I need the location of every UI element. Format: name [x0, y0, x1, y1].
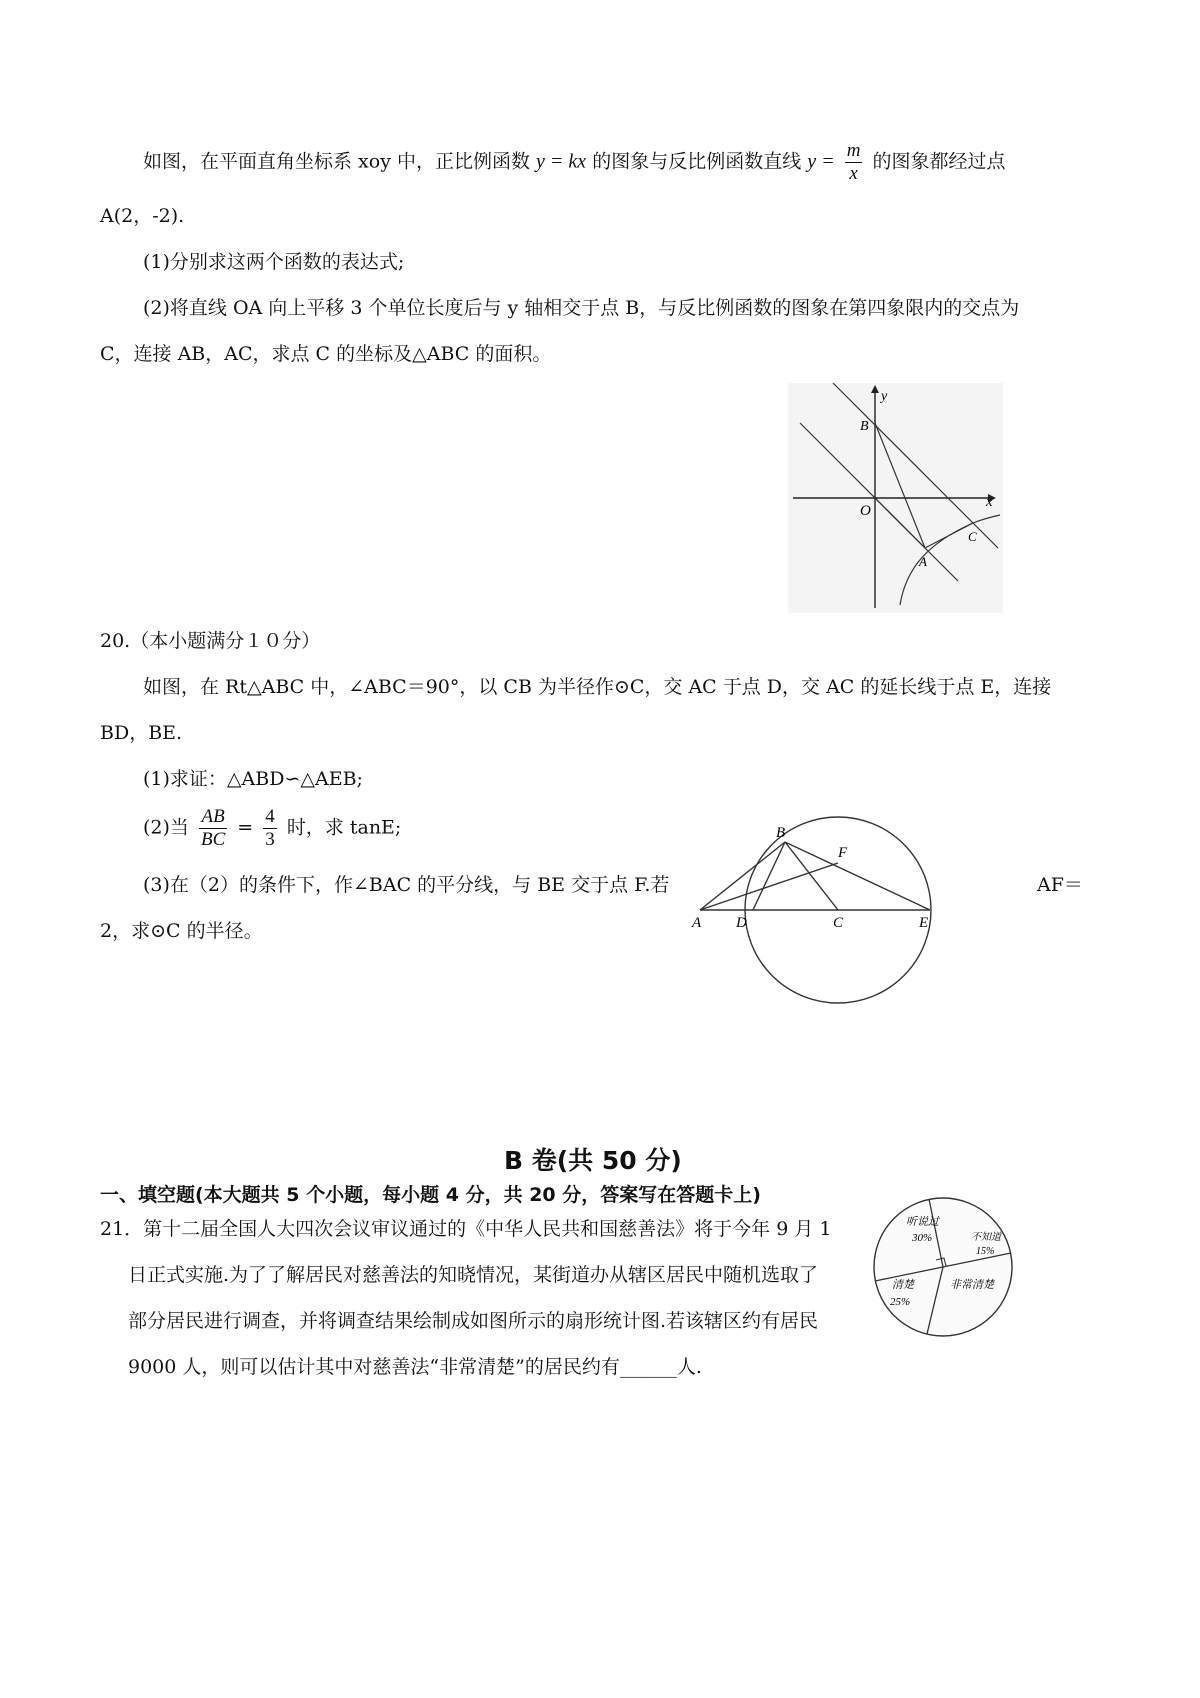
q20-part2: [143, 806, 401, 851]
q19-func1: y = kx: [536, 150, 587, 173]
segment-ab: [700, 842, 785, 910]
q20-ratio-num: AB: [199, 806, 227, 829]
q20-intro-line1: 如图，在 Rt△ABC 中，∠ABC＝90°，以 CB 为半径作⊙C，交 AC 于点 D，交 AC 的延长线于点 E，连接: [143, 676, 1052, 698]
q20-equals: =: [237, 816, 254, 839]
q21-pie-chart: [868, 1192, 1018, 1342]
segment-af: [700, 863, 838, 910]
section-b-title: B 卷(共 50 分): [504, 1146, 682, 1175]
q19-coordinate-figure: [788, 383, 1003, 613]
q20-value-fraction: [263, 806, 277, 851]
q19-part2-line2: C，连接 AB，AC，求点 C 的坐标及△ABC 的面积。: [100, 343, 552, 365]
label-x: x: [986, 494, 993, 510]
q19-intro-line2: A(2，-2).: [100, 205, 185, 227]
label-e: E: [919, 915, 929, 931]
label-unknown: 不知道: [971, 1232, 1001, 1243]
q21-line3: 部分居民进行调查，并将调查结果绘制成如图所示的扇形统计图.若该辖区约有居民: [128, 1310, 819, 1332]
q19-intro-line1: [143, 140, 1005, 185]
label-a: A: [692, 915, 702, 931]
label-clear-pct: 25%: [890, 1296, 911, 1308]
q20-circle-figure: [690, 815, 955, 1020]
q21-line2: 日正式实施.为了了解居民对慈善法的知晓情况，某街道办从辖区居民中随机选取了: [128, 1264, 819, 1286]
label-a: A: [919, 554, 927, 569]
q21-line1: 21．第十二届全国人大四次会议审议通过的《中华人民共和国慈善法》将于今年 9 月 1: [100, 1218, 832, 1240]
label-heard: 听说过: [906, 1216, 939, 1228]
q20-part1: (1)求证：△ABD∽△AEB;: [143, 768, 363, 790]
q19-func2-fraction: [845, 140, 863, 185]
label-o: O: [860, 503, 871, 519]
label-very-clear: 非常清楚: [950, 1279, 994, 1291]
q19-func2-den: x: [849, 163, 858, 184]
q20-part3-af: AF＝: [1037, 874, 1083, 896]
q21-line4: 9000 人，则可以估计其中对慈善法“非常清楚”的居民约有______人.: [128, 1356, 702, 1378]
segment-be: [785, 842, 930, 910]
q20-part3-line1: (3)在（2）的条件下，作∠BAC 的平分线，与 BE 交于点 F.若: [143, 874, 670, 896]
q19-intro-c: 的图象都经过点: [872, 150, 1006, 173]
q20-header: 20.（本小题满分１０分）: [100, 630, 321, 652]
q20-intro-line2: BD，BE.: [100, 722, 183, 744]
q19-func2-lhs: y =: [807, 150, 835, 173]
q19-part2-line1: (2)将直线 OA 向上平移 3 个单位长度后与 y 轴相交于点 B，与反比例函数的图象在第四象限内的交点为: [143, 297, 1020, 319]
label-c: C: [968, 529, 977, 544]
section-b-subtitle: 一、填空题(本大题共 5 个小题，每小题 4 分，共 20 分，答案写在答题卡上): [100, 1184, 761, 1206]
q20-ratio-den: BC: [200, 829, 226, 850]
q20-ratio-fraction: [199, 806, 227, 851]
label-f: F: [838, 845, 848, 861]
q20-part2-prefix: (2)当: [143, 816, 189, 839]
label-c: C: [833, 915, 844, 931]
label-b: B: [860, 419, 869, 434]
q20-value-den: 3: [265, 829, 275, 850]
q20-part3-line2: 2，求⊙C 的半径。: [100, 920, 263, 942]
label-y: y: [881, 389, 888, 404]
label-b: B: [776, 825, 786, 841]
q19-intro-a: 如图，在平面直角坐标系 xoy 中，正比例函数: [143, 150, 530, 173]
q20-part2-suffix: 时，求 tanE;: [286, 816, 402, 839]
label-unknown-pct: 15%: [976, 1246, 995, 1257]
label-clear: 清楚: [892, 1279, 914, 1291]
q19-func2-num: m: [846, 140, 861, 161]
q19-part1: (1)分别求这两个函数的表达式;: [143, 251, 405, 273]
label-d: D: [736, 915, 747, 931]
q19-intro-b: 的图象与反比例函数直线: [592, 150, 802, 173]
segment-bc: [785, 842, 838, 910]
segment-bd: [753, 842, 785, 910]
label-heard-pct: 30%: [912, 1232, 933, 1244]
q20-value-num: 4: [265, 806, 275, 827]
